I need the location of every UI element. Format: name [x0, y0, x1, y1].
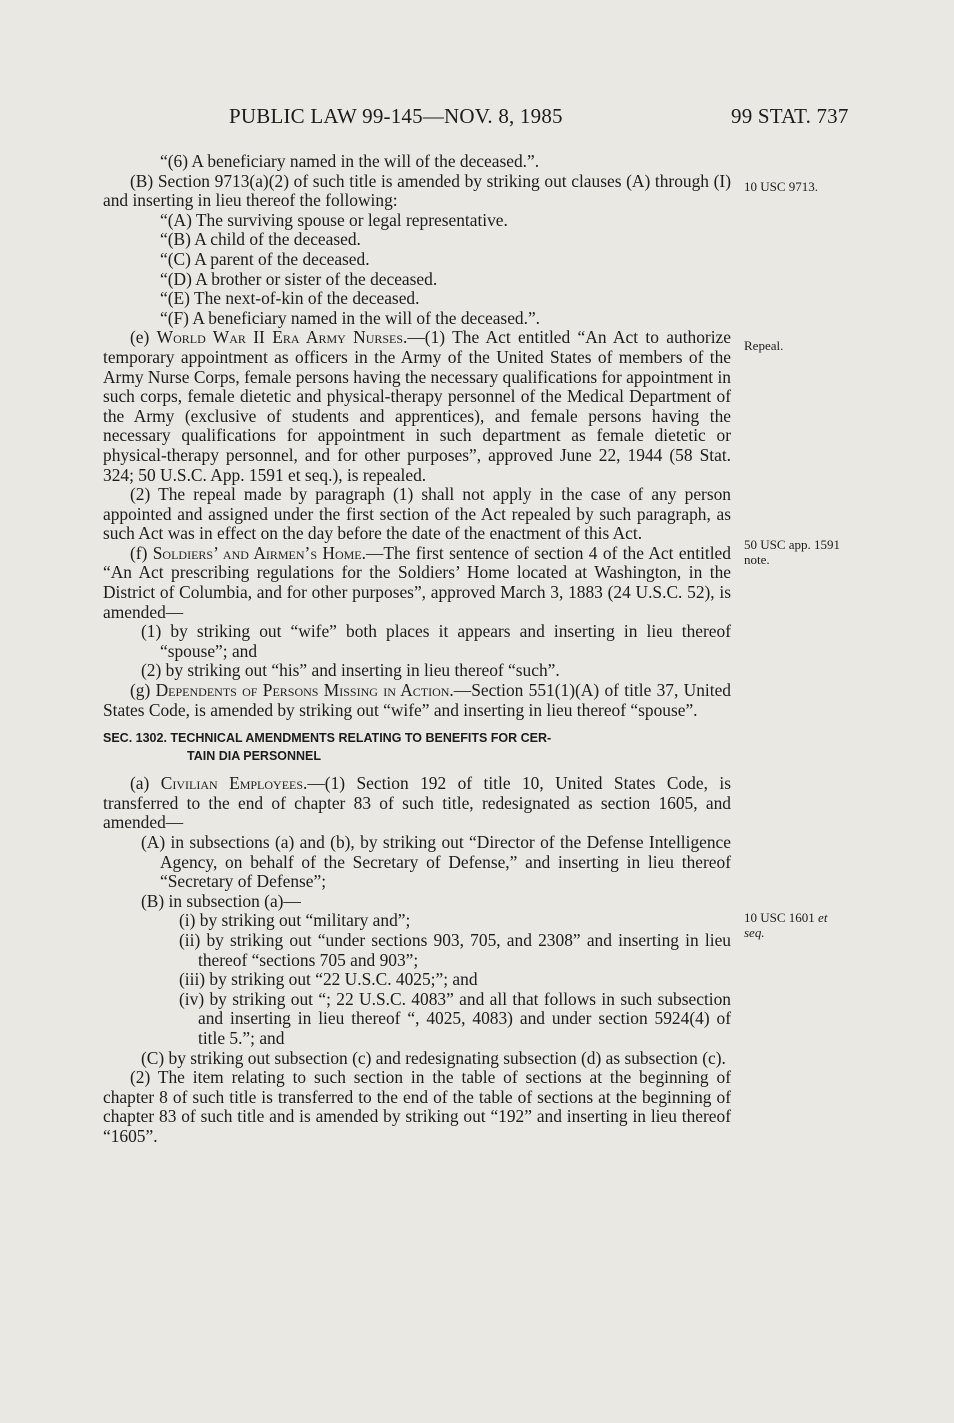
subsection-g-heading: Dependents of Persons Missing in Action.	[155, 680, 454, 701]
subsection-a-text: —(1) Section 192 of title 10, United States Code, is transferred to the end of chapter 83 of such title, redesignated as section 1605, and amended—	[103, 773, 731, 833]
item-b-iv: (iv) by striking out “; 22 U.S.C. 4083” and all that follows in such subsection and inserting in lieu thereof “, 4025, 4083) and under section 5924(4) of title 5.”; and	[179, 988, 731, 1048]
clause-f: “(F) A beneficiary named in the will of the deceased.”.	[160, 307, 541, 328]
statute-page-number: 99 STAT. 737	[731, 104, 849, 128]
section-heading-line1: SEC. 1302. TECHNICAL AMENDMENTS RELATING TO BENEFITS FOR CER-	[103, 731, 552, 746]
subsection-e-text: —(1) The Act entitled “An Act to authorize temporary appointment as officers in the Army of the United States of members of the Army Nurse Corps, female persons having the necessary qualifications for appointment in such corps, female dietetic and physical-therapy personnel of the Medical Department of the Army (exclusive of students and apprentices), and female persons having the necessary qualifications for appointment in such department as female dietetic or physical-therapy personnel, and for other purposes”, approved June 22, 1944 (58 Stat. 324; 50 U.S.C. App. 1591 et seq.), is repealed.	[103, 327, 731, 485]
subsection-g-text: —Section 551(1)(A) of title 37, United States Code, is amended by striking out “wife” and inserting in lieu thereof “spouse”.	[103, 680, 731, 720]
subsection-g	[103, 681, 731, 720]
clause-e: “(E) The next-of-kin of the deceased.	[160, 288, 420, 309]
subsection-f-heading: Soldiers’ and Airmen’s Home.	[152, 542, 366, 563]
margin-note-10-usc-1601-line1: 10 USC 1601	[744, 910, 819, 925]
margin-note-50-usc-line1: 50 USC app. 1591	[744, 537, 841, 552]
amendment-1: (1) by striking out “wife” both places it appears and inserting in lieu thereof “spouse”; and	[141, 621, 731, 661]
margin-note-10-usc-1601	[744, 910, 944, 940]
item-b-i: (i) by striking out “military and”;	[179, 910, 411, 931]
margin-note-50-usc	[744, 537, 944, 567]
subsection-g-label: (g)	[130, 680, 156, 701]
subsection-a-heading: Civilian Employees.	[160, 773, 308, 794]
margin-note-10-usc-9713: 10 USC 9713.	[744, 179, 819, 194]
margin-note-repeal: Repeal.	[744, 338, 784, 353]
running-header	[0, 104, 954, 132]
subsection-f	[103, 544, 731, 622]
margin-note-seq: seq.	[744, 925, 765, 940]
subsection-e-label: (e)	[130, 327, 157, 348]
item-a: (A) in subsections (a) and (b), by striking out “Director of the Defense Intelligence Agency, on behalf of the Secretary of Defense,” and inserting in lieu thereof “Secretary of Defense”;	[141, 832, 731, 892]
item-b-iii: (iii) by striking out “22 U.S.C. 4025;”; and	[179, 969, 478, 990]
clause-d: “(D) A brother or sister of the deceased.	[160, 268, 438, 289]
section-heading	[103, 729, 731, 765]
amendment-2: (2) by striking out “his” and inserting in lieu thereof “such”.	[141, 660, 560, 681]
item-b-ii: (ii) by striking out “under sections 903, 705, and 2308” and inserting in lieu thereof “sections 705 and 903”;	[179, 929, 731, 970]
subsection-e-heading: World War II Era Army Nurses.	[156, 327, 408, 348]
body-text	[103, 152, 731, 1147]
subsection-f-text: —The first sentence of section 4 of the Act entitled “An Act prescribing regulations for the Soldiers’ Home located at Washington, in the District of Columbia, and for other purposes”, approved March 3, 1883 (24 U.S.C. 52), is amended—	[103, 542, 731, 622]
header-title: PUBLIC LAW 99-145—NOV. 8, 1985	[229, 104, 563, 128]
margin-note-et: et	[818, 910, 828, 925]
clause-b: “(B) A child of the deceased.	[160, 229, 361, 250]
subsection-e	[103, 328, 731, 485]
paragraph-b: (B) Section 9713(a)(2) of such title is amended by striking out clauses (A) through (I) and inserting in lieu thereof the following:	[103, 170, 731, 211]
margin-note-50-usc-line2: note.	[744, 552, 770, 567]
paragraph-2-table: (2) The item relating to such section in the table of sections at the beginning of chapter 8 of such title is transferred to the end of the table of sections at the beginning of chapter 83 of such title and is amended by striking out “192” and inserting in lieu thereof “1605”.	[103, 1067, 731, 1146]
clause-6: “(6) A beneficiary named in the will of the deceased.”.	[160, 151, 540, 171]
clause-c: “(C) A parent of the deceased.	[160, 248, 370, 269]
subsection-a	[103, 774, 731, 833]
item-c: (C) by striking out subsection (c) and redesignating subsection (d) as subsection (c).	[141, 1047, 726, 1068]
subsection-f-label: (f)	[130, 542, 153, 563]
item-b: (B) in subsection (a)—	[141, 890, 301, 911]
section-heading-line2: TAIN DIA PERSONNEL	[187, 749, 322, 764]
clause-a: “(A) The surviving spouse or legal representative.	[160, 209, 508, 230]
subsection-a-label: (a)	[130, 773, 161, 794]
paragraph-2-repeal: (2) The repeal made by paragraph (1) shall not apply in the case of any person appointed and assigned under the first section of the Act repealed by such paragraph, as such Act was in effect on the day before the date of the enactment of this Act.	[103, 484, 731, 544]
